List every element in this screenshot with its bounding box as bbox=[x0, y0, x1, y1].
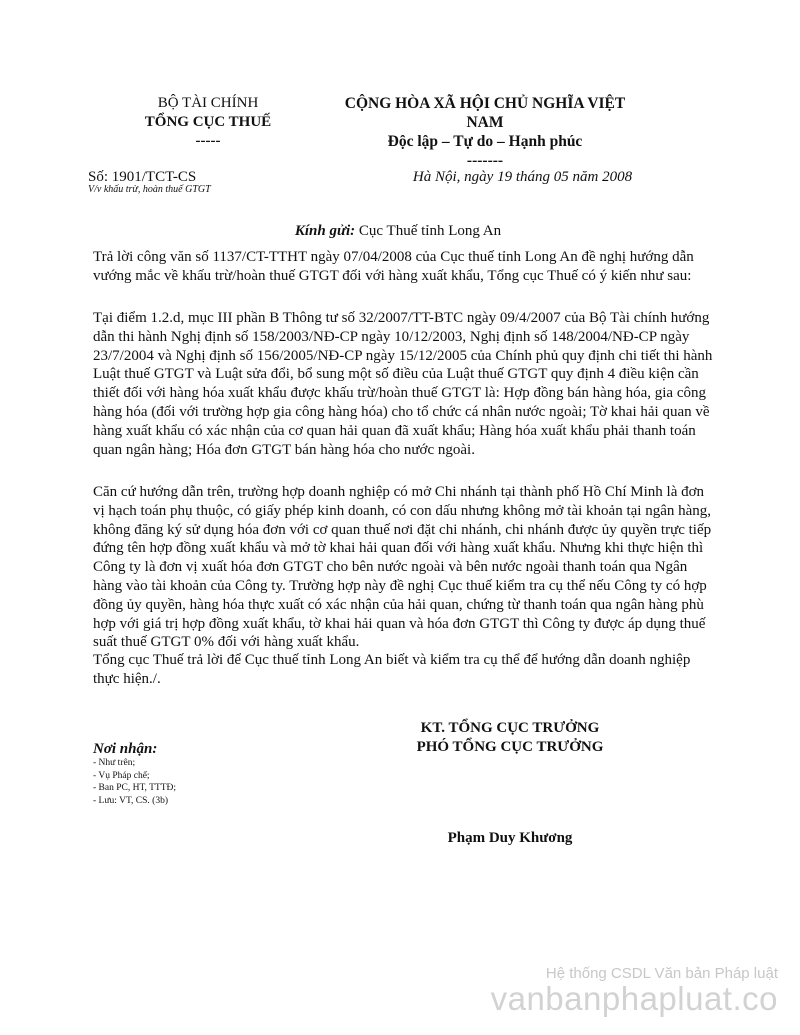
greeting-recipient: Cục Thuế tỉnh Long An bbox=[358, 223, 502, 239]
body-paragraph-3: Căn cứ hướng dẫn trên, trường hợp doanh nghiệp có mở Chi nhánh tại thành phố Hồ Chí Minh là đơn vị hạch toán phụ thuộc, có giấy phép kinh doanh, có con dấu nhưng không mở tài khoản tại ngân hàng, không đăng ký sử dụng hóa đơn với cơ quan thuế nơi đặt chi nhánh, chi nhánh được ủy quyền trực tiếp đứng tên hợp đồng xuất khẩu và mở tờ khai hải quan đối với hàng xuất khẩu. Nhưng khi thực hiện thì Công ty là đơn vị xuất hóa đơn GTGT cho bên nước ngoài và bên nước ngoài thanh toán qua Ngân hàng vào tài khoản của Công ty. Trường hợp này đề nghị Cục thuế kiểm tra cụ thể nếu Công ty có hợp đồng ủy quyền, hàng hóa thực xuất có xác nhận của hải quan, chứng từ thanh toán qua ngân hàng phù hợp với giá trị hợp đồng xuất khẩu, tờ khai hải quan và hóa đơn GTGT thì Công ty được áp dụng thuế suất thuế GTGT 0% đối với hàng xuất khẩu. bbox=[93, 484, 712, 651]
left-rule: ----- bbox=[195, 133, 221, 149]
signer-name: Phạm Duy Khương bbox=[447, 830, 573, 846]
signature-title-block bbox=[395, 719, 625, 757]
country-name-line2: NAM bbox=[466, 114, 504, 131]
body-paragraph-4: Tổng cục Thuế trả lời để Cục thuế tỉnh Long An biết và kiểm tra cụ thể để hướng dẫn doanh nghiệp thực hiện./. bbox=[93, 652, 691, 687]
place-date: Hà Nội, ngày 19 tháng 05 năm 2008 bbox=[412, 169, 633, 185]
country-name-line1: CỘNG HÒA XÃ HỘI CHỦ NGHĨA VIỆT bbox=[344, 95, 626, 112]
recipient-item: - Vụ Pháp chế; bbox=[93, 770, 150, 781]
document-number: Số: 1901/TCT-CS bbox=[88, 169, 197, 185]
signature-title-2: PHÓ TỔNG CỤC TRƯỞNG bbox=[416, 739, 604, 755]
national-motto: Độc lập – Tự do – Hạnh phúc bbox=[387, 133, 583, 150]
issuing-agency-block bbox=[108, 94, 308, 151]
recipient-item: - Lưu: VT, CS. (3b) bbox=[93, 795, 168, 806]
document-subject: V/v khấu trừ, hoàn thuế GTGT bbox=[88, 184, 211, 195]
greeting-label: Kính gửi: bbox=[294, 223, 356, 239]
body-paragraph-2: Tại điểm 1.2.d, mục III phần B Thông tư số 32/2007/TT-BTC ngày 09/4/2007 của Bộ Tài chính hướng dẫn thi hành Nghị định số 158/2003/NĐ-CP ngày 10/12/2003, Nghị định số 148/2004/NĐ-CP ngày 23/7/2004 và Nghị định số 156/2005/NĐ-CP ngày 15/12/2005 của Chính phủ quy định chi tiết thi hành Luật thuế GTGT và Luật sửa đổi, bổ sung một số điều của Luật thuế GTGT quy định 4 điều kiện cần thiết đối với hàng hóa xuất khẩu được khấu trừ/hoàn thuế GTGT là: Hợp đồng bán hàng hóa, gia công hàng hóa (đối với trường hợp gia công hàng hóa) cho tổ chức cá nhân nước ngoài; Tờ khai hải quan về hàng xuất khẩu có xác nhận của cơ quan hải quan đã xuất khẩu; Hàng hóa xuất khẩu phải thanh toán quan ngân hàng; Hóa đơn GTGT bán hàng hóa cho nước ngoài. bbox=[93, 310, 713, 458]
greeting-line bbox=[88, 222, 708, 240]
body-paragraph-1: Trả lời công văn số 1137/CT-TTHT ngày 07/04/2008 của Cục thuế tỉnh Long An đề nghị hướng dẫn vướng mắc về khấu trừ/hoàn thuế GTGT đối với hàng xuất khẩu, Tổng cục Thuế có ý kiến như sau: bbox=[93, 249, 694, 284]
ministry-name: BỘ TÀI CHÍNH bbox=[157, 95, 259, 111]
watermark-caption: Hệ thống CSDL Văn bản Pháp luật bbox=[545, 965, 778, 982]
national-title-block bbox=[325, 94, 645, 170]
watermark-site: vanbanphapluat.co bbox=[490, 980, 778, 1017]
recipients-label: Nơi nhận: bbox=[93, 741, 158, 757]
recipient-item: - Như trên; bbox=[93, 758, 136, 768]
recipients-list bbox=[93, 757, 176, 807]
recipient-item: - Ban PC, HT, TTTĐ; bbox=[93, 783, 177, 793]
right-rule: ------- bbox=[466, 152, 504, 169]
signature-title-1: KT. TỔNG CỤC TRƯỞNG bbox=[420, 720, 600, 736]
department-name: TỔNG CỤC THUẾ bbox=[144, 114, 272, 130]
